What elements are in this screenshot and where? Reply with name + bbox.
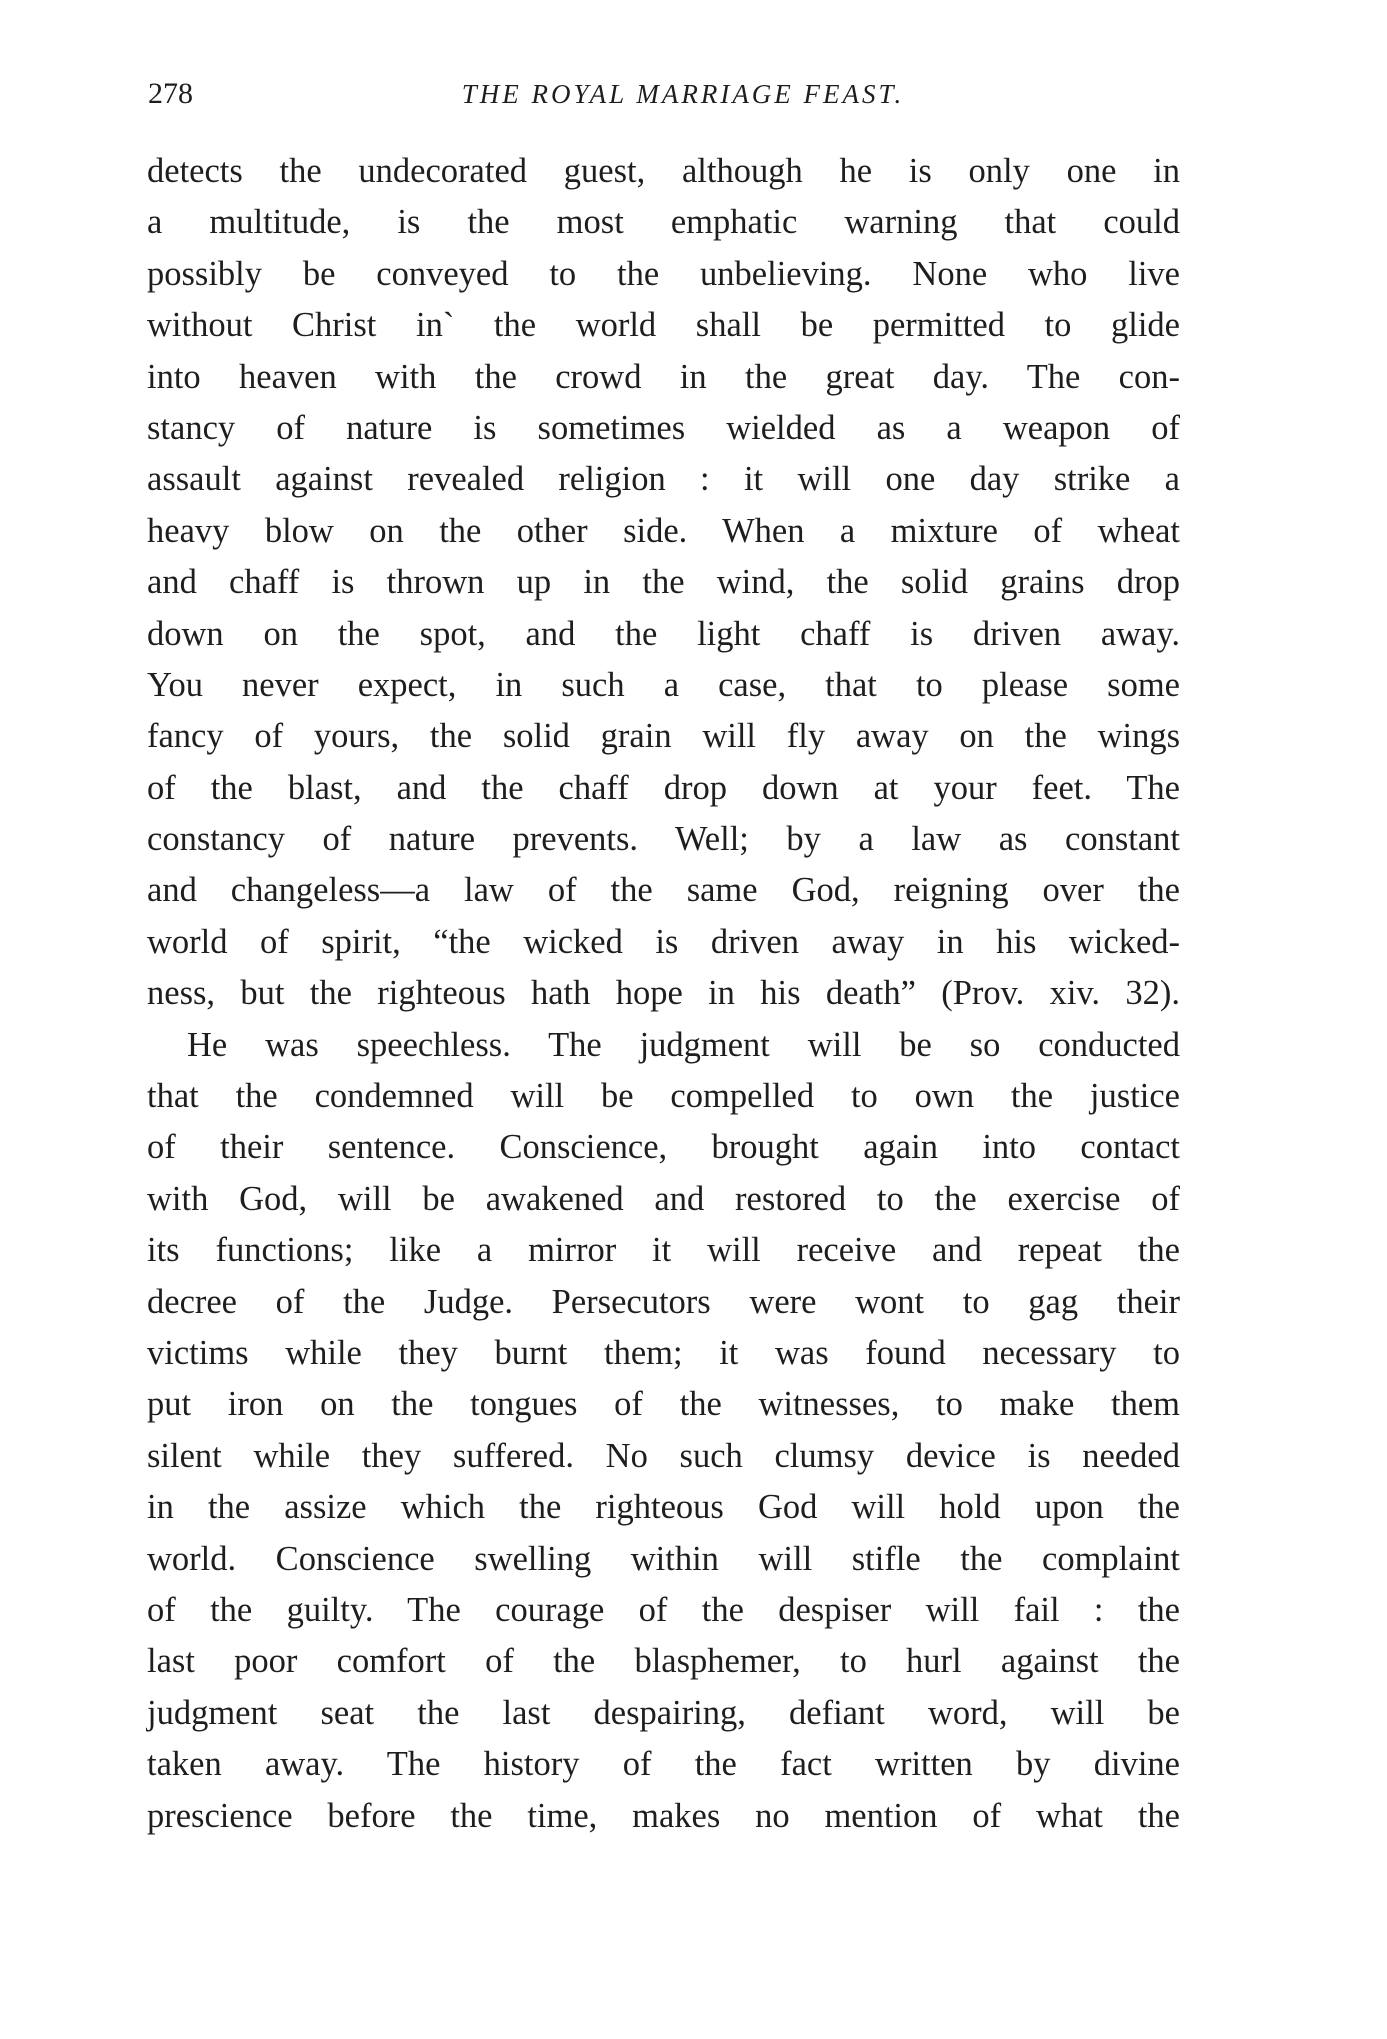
paragraph-first-line: He was speechless. The judgment will be so conducted — [187, 1025, 1180, 1064]
text-line: of the blast, and the chaff drop down at your feet. The — [147, 768, 1180, 807]
text-line: put iron on the tongues of the witnesses, to make them — [147, 1385, 1180, 1424]
text-line: judgment seat the last despairing, defiant word, will be — [147, 1693, 1180, 1732]
text-line: and chaff is thrown up in the wind, the solid grains drop — [147, 563, 1180, 602]
body-text — [147, 146, 1180, 1842]
text-line: of the guilty. The courage of the despiser will fail : the — [147, 1590, 1180, 1629]
text-line: prescience before the time, makes no mention of what the — [147, 1796, 1180, 1835]
text-line: world. Conscience swelling within will stifle the complaint — [147, 1539, 1180, 1578]
text-line: assault against revealed religion : it will one day strike a — [147, 460, 1180, 499]
text-line: a multitude, is the most emphatic warning that could — [147, 203, 1180, 242]
text-line: constancy of nature prevents. Well; by a law as constant — [147, 820, 1180, 859]
text-line: world of spirit, “the wicked is driven away in his wicked- — [147, 922, 1180, 961]
text-line: in the assize which the righteous God will hold upon the — [147, 1488, 1180, 1527]
page-number: 278 — [148, 77, 193, 110]
text-line: ness, but the righteous hath hope in his death” (Prov. xiv. 32). — [147, 974, 1180, 1013]
text-line: silent while they suffered. No such clumsy device is needed — [147, 1436, 1180, 1475]
text-line: its functions; like a mirror it will receive and repeat the — [147, 1231, 1180, 1270]
text-line: You never expect, in such a case, that to please some — [147, 665, 1180, 704]
running-title: THE ROYAL MARRIAGE FEAST. — [461, 79, 905, 109]
text-line: stancy of nature is sometimes wielded as a weapon of — [147, 408, 1180, 447]
text-line: victims while they burnt them; it was found necessary to — [147, 1333, 1180, 1372]
running-head — [148, 72, 1178, 116]
text-line: without Christ in` the world shall be permitted to glide — [147, 306, 1180, 345]
text-line: that the condemned will be compelled to own the justice — [147, 1077, 1180, 1116]
text-line: of their sentence. Conscience, brought again into contact — [147, 1128, 1180, 1167]
text-line: into heaven with the crowd in the great day. The con- — [147, 357, 1180, 396]
text-line: and changeless—a law of the same God, reigning over the — [147, 871, 1180, 910]
text-line: possibly be conveyed to the unbelieving. None who live — [147, 254, 1180, 293]
text-line: decree of the Judge. Persecutors were wont to gag their — [147, 1282, 1180, 1321]
text-line: detects the undecorated guest, although he is only one in — [147, 152, 1180, 190]
text-line: down on the spot, and the light chaff is driven away. — [147, 614, 1180, 653]
text-line: fancy of yours, the solid grain will fly away on the wings — [147, 717, 1180, 756]
text-line: with God, will be awakened and restored to the exercise of — [147, 1179, 1180, 1218]
text-line: taken away. The history of the fact written by divine — [147, 1745, 1180, 1784]
text-line: last poor comfort of the blasphemer, to hurl against the — [147, 1642, 1180, 1681]
text-line: heavy blow on the other side. When a mixture of wheat — [147, 511, 1180, 550]
